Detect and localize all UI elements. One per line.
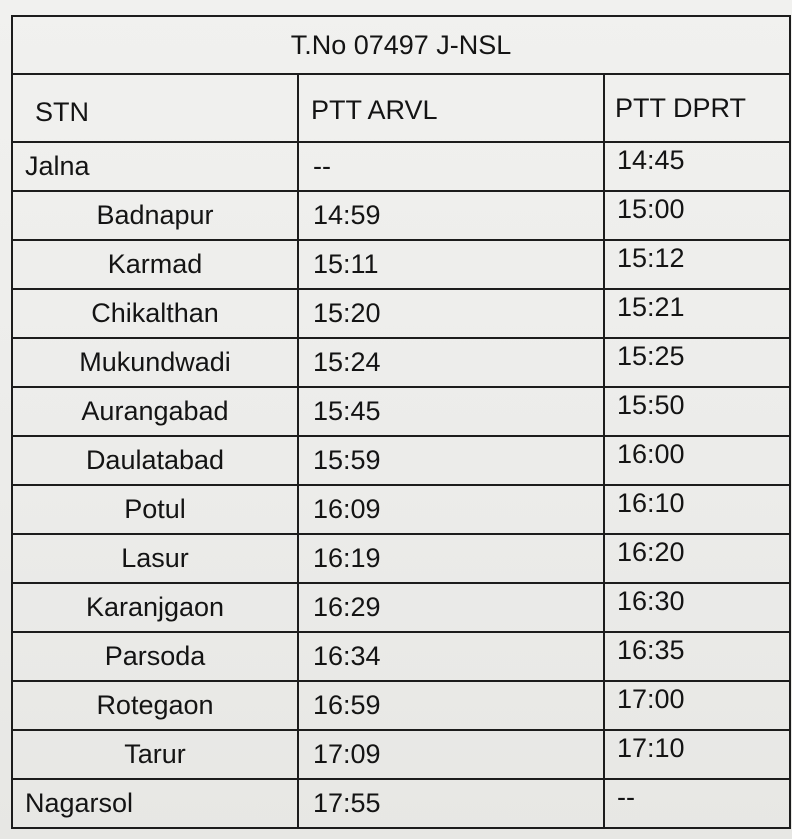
departure-time-cell: -- [604,779,790,828]
station-name-cell: Daulatabad [12,436,298,485]
table-row [12,338,790,387]
station-name-cell: Nagarsol [12,779,298,828]
table-row [12,534,790,583]
arrival-time-cell: 14:59 [298,191,604,240]
table-row [12,485,790,534]
table-row [12,387,790,436]
departure-time-cell: 16:00 [604,436,790,485]
station-name-cell: Rotegaon [12,681,298,730]
arrival-time-cell: 15:24 [298,338,604,387]
header-arrival: PTT ARVL [298,74,604,142]
header-departure: PTT DPRT [604,74,790,142]
table-row [12,730,790,779]
departure-time-cell: 17:10 [604,730,790,779]
station-name-cell: Lasur [12,534,298,583]
table-row [12,142,790,191]
header-station: STN [12,74,298,142]
arrival-time-cell: 16:59 [298,681,604,730]
station-name-cell: Parsoda [12,632,298,681]
departure-time-cell: 15:21 [604,289,790,338]
table-row [12,681,790,730]
station-name-cell: Potul [12,485,298,534]
arrival-time-cell: 15:59 [298,436,604,485]
arrival-time-cell: 16:34 [298,632,604,681]
table-row [12,240,790,289]
departure-time-cell: 16:20 [604,534,790,583]
arrival-time-cell: -- [298,142,604,191]
station-name-cell: Badnapur [12,191,298,240]
arrival-time-cell: 16:19 [298,534,604,583]
station-name-cell: Jalna [12,142,298,191]
departure-time-cell: 16:10 [604,485,790,534]
station-name-cell: Karanjgaon [12,583,298,632]
table-row [12,436,790,485]
table-row [12,779,790,828]
table-row [12,289,790,338]
arrival-time-cell: 15:20 [298,289,604,338]
departure-time-cell: 16:30 [604,583,790,632]
departure-time-cell: 16:35 [604,632,790,681]
departure-time-cell: 15:50 [604,387,790,436]
station-name-cell: Tarur [12,730,298,779]
arrival-time-cell: 17:55 [298,779,604,828]
departure-time-cell: 15:00 [604,191,790,240]
header-row [12,74,790,142]
station-name-cell: Chikalthan [12,289,298,338]
station-name-cell: Karmad [12,240,298,289]
arrival-time-cell: 17:09 [298,730,604,779]
departure-time-cell: 15:12 [604,240,790,289]
arrival-time-cell: 15:45 [298,387,604,436]
departure-time-cell: 17:00 [604,681,790,730]
arrival-time-cell: 15:11 [298,240,604,289]
arrival-time-cell: 16:09 [298,485,604,534]
table-row [12,632,790,681]
timetable-table [11,15,791,829]
departure-time-cell: 14:45 [604,142,790,191]
station-name-cell: Aurangabad [12,387,298,436]
title-row [12,16,790,74]
station-name-cell: Mukundwadi [12,338,298,387]
train-number-title: T.No 07497 J-NSL [12,16,790,74]
table-row [12,583,790,632]
arrival-time-cell: 16:29 [298,583,604,632]
departure-time-cell: 15:25 [604,338,790,387]
table-row [12,191,790,240]
